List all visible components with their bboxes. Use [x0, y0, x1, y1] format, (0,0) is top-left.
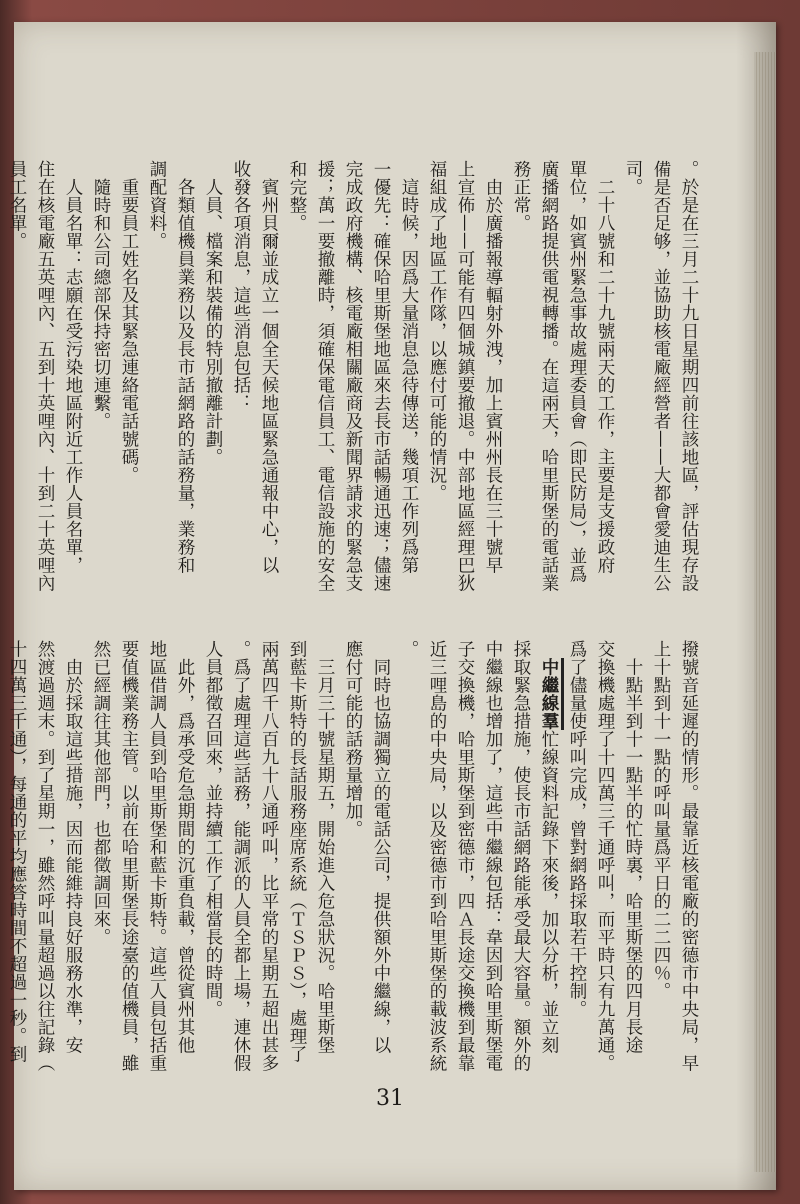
text-column: 然已經調往其他部門，也都徵調回來。 [91, 640, 111, 946]
text-column: 人員都徵召回來，並持續工作了相當長的時間。 [203, 640, 223, 1018]
text-column: 應付可能的話務量增加。 [343, 640, 363, 838]
text-column: 同時也協調獨立的電話公司，提供額外中繼線，以 [371, 640, 391, 1054]
gutter-shadow [736, 22, 776, 1190]
text-column: 兩萬四千八百九十八通呼叫，比平常的星期五超出甚多 [259, 640, 279, 1072]
text-column: 人員名單：志願在受污染地區附近工作人員名單， [63, 160, 83, 574]
text-column: 賓州貝爾並成立一個全天候地區緊急通報中心，以 [259, 160, 279, 574]
text-column: 地區借調人員到哈里斯堡和藍卡斯特。這些人員包括重 [147, 640, 167, 1072]
text-column: 司。 [623, 160, 643, 196]
text-column: 。於是在三月二十九日星期四前往該地區，評估現存設 [679, 160, 699, 592]
text-column: 子交換機，哈里斯堡到密德市，四Ａ長途交換機到最靠 [455, 640, 475, 1072]
lower-text-block [7, 640, 703, 1080]
text-column: 。爲了處理這些話務，能調派的人員全都上場，連休假 [231, 640, 251, 1072]
text-column: 務正常。 [511, 160, 531, 232]
text-column: 援；萬一要撤離時，須確保電信員工、電信設施的安全 [315, 160, 335, 592]
text-column: 住在核電廠五英哩內、五到十英哩內、十到二十英哩內 [35, 160, 55, 592]
page-number: 31 [376, 1086, 404, 1111]
upper-text-block [7, 160, 703, 620]
text-column: 單位，如賓州緊急事故處理委員會（即民防局），並爲 [567, 160, 587, 584]
text-column: 採取緊急措施，使長市話網路能承受最大容量。額外的 [511, 640, 531, 1072]
text-column: 福組成了地區工作隊，以應付可能的情況。 [427, 160, 447, 502]
text-column: 備是否足够，並協助核電廠經營者——大都會愛迪生公 [651, 160, 671, 592]
section-heading: 中繼線羣 [539, 658, 564, 730]
text-column: 此外，爲承受危急期間的沉重負載，曾從賓州其他 [175, 640, 195, 1054]
text-column: 人員、檔案和裝備的特別撤離計劃。 [203, 160, 223, 466]
text-column: 交換機處理了十四萬三千通呼叫，而平時只有九萬通。 [595, 640, 615, 1072]
text-column: 由於採取這些措施，因而能維持良好服務水準，安 [63, 640, 83, 1054]
text-column: 一優先：確保哈里斯堡地區來去長市話暢通迅速；儘速 [371, 160, 391, 592]
text-column: 收發各項消息，這些消息包括： [231, 160, 251, 412]
text-column: 調配資料。 [147, 160, 167, 250]
text-column: 三月三十號星期五，開始進入危急狀況。哈里斯堡 [315, 640, 335, 1054]
text-column: 然渡過週末。到了星期一，雖然呼叫量超過以往記錄（ [35, 640, 55, 1072]
text-column: 十四萬三千通），每通的平均應答時間不超過一秒。到 [7, 640, 27, 1064]
text-column: 員工名單。 [7, 160, 27, 250]
text-column: 這時候，因爲大量消息急待傳送，幾項工作列爲第 [399, 160, 419, 574]
text-column: 各類值機員業務以及長市話網路的話務量，業務和 [175, 160, 195, 574]
text-column: 上宣佈——可能有四個城鎮要撤退。中部地區經理巴狄 [455, 160, 475, 592]
text-column [0, 640, 3, 1080]
text-column: 近三哩島的中央局，以及密德市到哈里斯堡的載波系統 [427, 640, 447, 1072]
text-column: 和完整。 [287, 160, 307, 232]
text-column: 完成政府機構、核電廠相關廠商及新聞界請求的緊急支 [343, 160, 363, 592]
text-column: 爲了儘量使呼叫完成，曾對網路採取若干控制。 [567, 640, 587, 1018]
text-column: 廣播網路提供電視轉播。在這兩天，哈里斯堡的電話業 [539, 160, 559, 592]
text-column: 中繼線羣忙線資料記錄下來後，加以分析，並立刻 [535, 640, 563, 1080]
text-column: 二十八號和二十九號兩天的工作，主要是支援政府 [595, 160, 615, 574]
text-column: 到藍卡斯特的長話服務座席系統（ＴＳＰＳ），處理了 [287, 640, 307, 1064]
text-column: 由於廣播報導輻射外洩，加上賓州州長在三十號早 [483, 160, 503, 574]
text-column [0, 160, 3, 620]
text-column: 。 [399, 640, 419, 658]
text-column: 十點半到十一點半的忙時裏，哈里斯堡的四月長途 [623, 640, 643, 1054]
text-column: 撥號音延遲的情形。最靠近核電廠的密德市中央局，早 [679, 640, 699, 1072]
text-column: 要值機業務主管。以前在哈里斯堡長途臺的值機員，雖 [119, 640, 139, 1072]
text-column: 上十點到十一點的呼叫量爲平日的二二四％。 [651, 640, 671, 1000]
text-column: 隨時和公司總部保持密切連繫。 [91, 160, 111, 430]
text-column: 重要員工姓名及其緊急連絡電話號碼。 [119, 160, 139, 484]
text-column: 中繼線也增加了，這些中繼線包括：韋因到哈里斯堡電 [483, 640, 503, 1072]
